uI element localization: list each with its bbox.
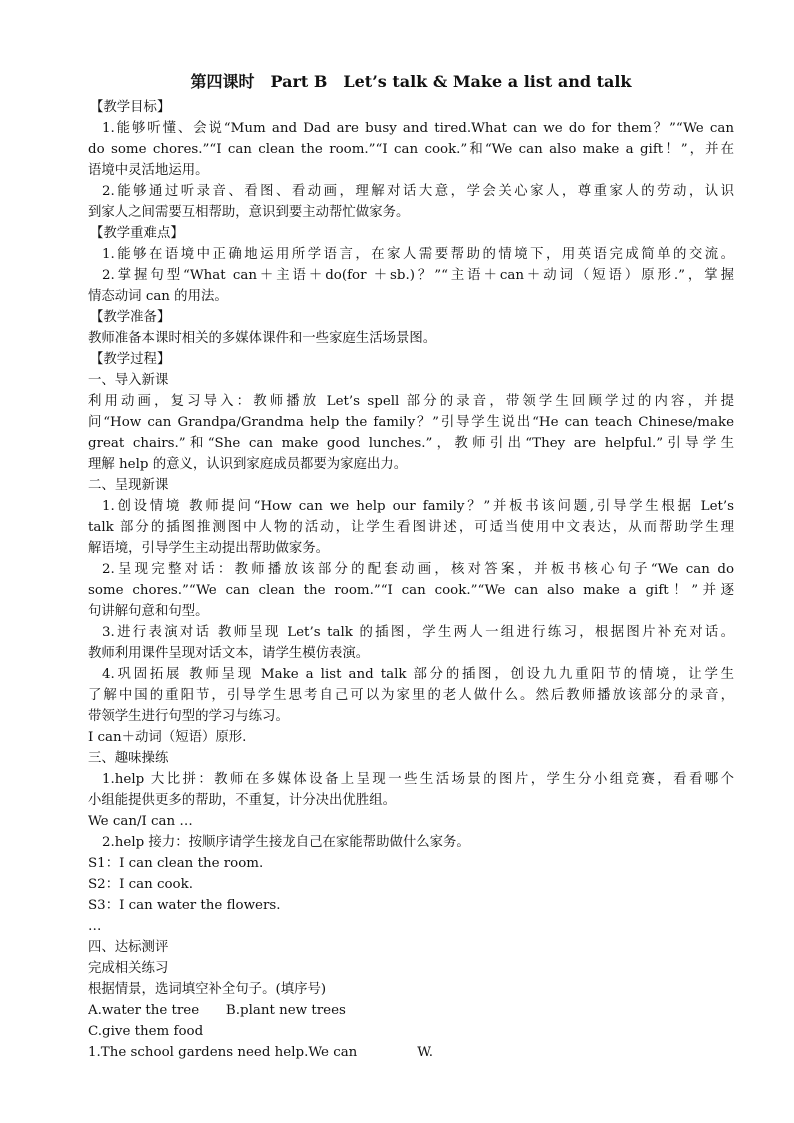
document-page (88, 70, 734, 1063)
exercise-instruction: 根据情景，选词填空补全句子。(填序号) (88, 982, 327, 997)
paragraph-line: 句讲解句意和句型。 (88, 604, 209, 619)
paragraph-line: 理解 help 的意义，认识到家庭成员都要为家庭出力。 (88, 457, 408, 472)
paragraph-line: 解语境，引导学生主动提出帮助做家务。 (88, 541, 330, 556)
subsection-heading: 二、呈现新课 (88, 478, 169, 493)
section-heading-key-points: 【教学重难点】 (90, 226, 184, 241)
paragraph-line: 到家人之间需要互相帮助，意识到要主动帮忙做家务。 (88, 205, 410, 220)
exercise-options: C.give them food (88, 1024, 204, 1039)
paragraph-line: 1.能够听懂、会说“Mum and Dad are busy and tired.What can we do for them？”“We can (102, 121, 734, 136)
paragraph-line: 问“How can Grandpa/Grandma help the family？”引导学生说出“He can teach Chinese/make (88, 415, 734, 430)
paragraph-line: 利用动画，复习导入：教师播放 Let’s spell 部分的录音，带领学生回顾学过的内容，并提 (88, 394, 734, 409)
example-line: S3：I can water the flowers. (88, 898, 281, 913)
paragraph-line: talk 部分的插图推测图中人物的活动，让学生看图讲述，可适当使用中文表达，从而帮助学生理 (88, 520, 734, 535)
sentence-pattern: We can/I can … (88, 814, 193, 829)
paragraph-line: 情态动词 can 的用法。 (88, 289, 228, 304)
section-heading-preparation: 【教学准备】 (90, 310, 171, 325)
paragraph-line: 2.掌握句型“What can＋主语＋do(for ＋sb.)？”“主语＋can＋动词（短语）原形.”，掌握 (102, 268, 734, 283)
sentence-pattern: I can＋动词（短语）原形. (88, 730, 247, 745)
section-heading-process: 【教学过程】 (90, 352, 171, 367)
subsection-heading: 四、达标测评 (88, 940, 169, 955)
paragraph-line: 2.能够通过听录音、看图、看动画，理解对话大意，学会关心家人，尊重家人的劳动，认识 (102, 184, 734, 199)
paragraph-line: 完成相关练习 (88, 961, 169, 976)
lesson-title: 第四课时 Part B Let’s talk & Make a list and talk (190, 72, 632, 91)
question-suffix: W. (417, 1045, 433, 1060)
paragraph-line: 2.help 接力：按顺序请学生接龙自己在家能帮助做什么家务。 (102, 835, 470, 850)
subsection-heading: 一、导入新课 (88, 373, 169, 388)
example-line: S2：I can cook. (88, 877, 193, 892)
paragraph-line: 语境中灵活地运用。 (88, 163, 209, 178)
ellipsis-line: … (88, 919, 102, 934)
section-heading-objectives: 【教学目标】 (90, 100, 171, 115)
example-line: S1：I can clean the room. (88, 856, 264, 871)
question-text: 1.The school gardens need help.We can (88, 1045, 358, 1060)
paragraph-line: 1.能够在语境中正确地运用所学语言，在家人需要帮助的情境下，用英语完成简单的交流。 (102, 247, 734, 262)
subsection-heading: 三、趣味操练 (88, 751, 169, 766)
paragraph-line: 教师利用课件呈现对话文本，请学生模仿表演。 (88, 646, 370, 661)
paragraph-line: 3.进行表演对话 教师呈现 Let’s talk 的插图，学生两人一组进行练习，根据图片补充对话。 (102, 625, 734, 640)
paragraph-line: do some chores.”“I can clean the room.”“I can cook.”和“We can also make a gift！”，并在 (88, 142, 734, 157)
paragraph-line: 教师准备本课时相关的多媒体课件和一些家庭生活场景图。 (88, 331, 437, 346)
paragraph-line: 1.创设情境 教师提问“How can we help our family？”并板书该问题,引导学生根据 Let’s (102, 499, 734, 514)
paragraph-line: some chores.”“We can clean the room.”“I can cook.”“We can also make a gift！”并逐 (88, 583, 734, 598)
paragraph-line: 带领学生进行句型的学习与练习。 (88, 709, 289, 724)
exercise-question (88, 1042, 734, 1063)
exercise-options: A.water the tree B.plant new trees (88, 1003, 346, 1018)
paragraph-line: 2.呈现完整对话：教师播放该部分的配套动画，核对答案，并板书核心句子“We can do (102, 562, 734, 577)
paragraph-line: 小组能提供更多的帮助，不重复，计分决出优胜组。 (88, 793, 396, 808)
paragraph-line: 1.help 大比拼：教师在多媒体设备上呈现一些生活场景的图片，学生分小组竞赛，看看哪个 (102, 772, 734, 787)
paragraph-line: 4.巩固拓展 教师呈现 Make a list and talk 部分的插图，创设九九重阳节的情境，让学生 (102, 667, 734, 682)
paragraph-line: great chairs.”和“She can make good lunches.”，教师引出“They are helpful.”引导学生 (88, 436, 734, 451)
paragraph-line: 了解中国的重阳节，引导学生思考自己可以为家里的老人做什么。然后教师播放该部分的录音， (88, 688, 734, 703)
